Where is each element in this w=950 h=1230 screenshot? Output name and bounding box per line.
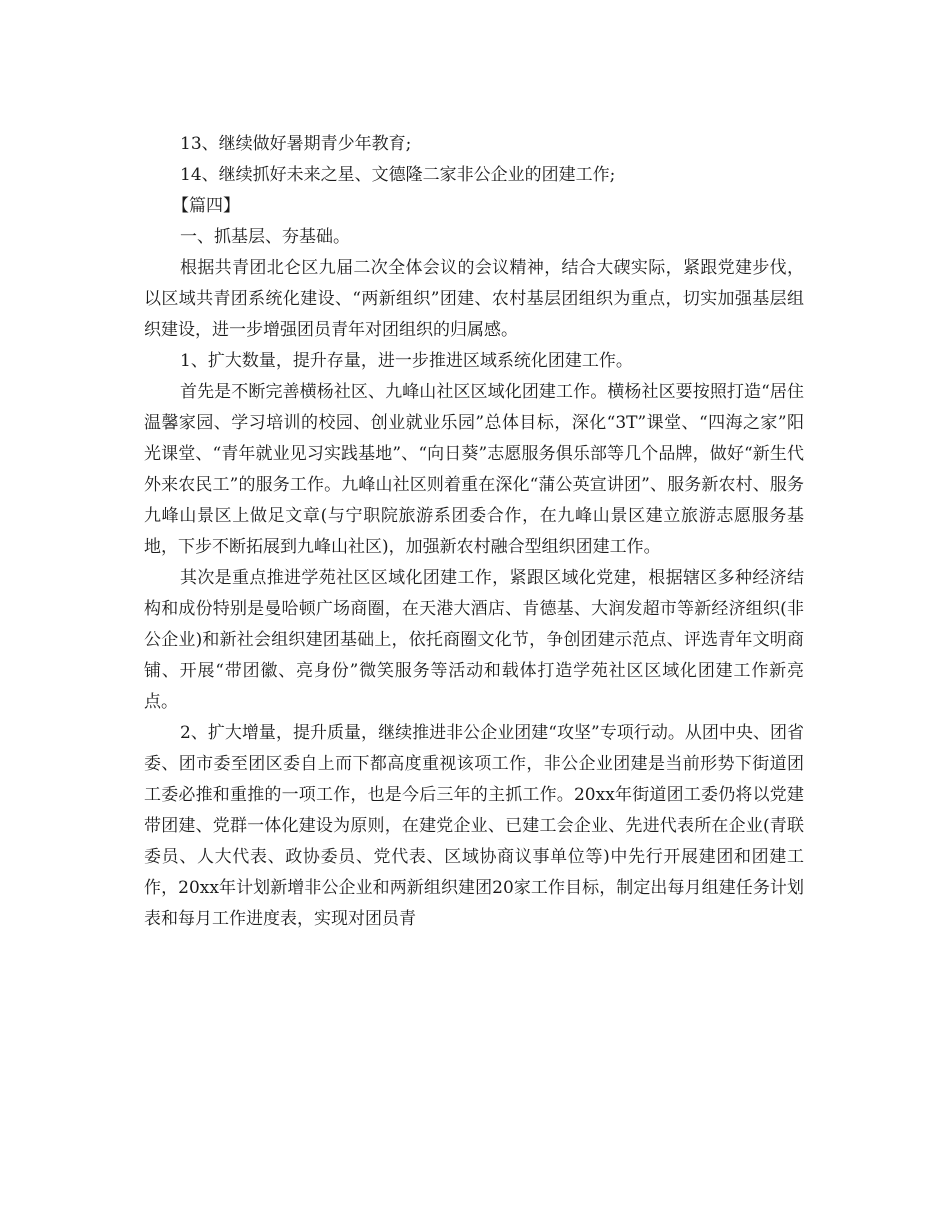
- section-heading: 【篇四】: [172, 196, 240, 216]
- subheading-1: 一、抓基层、夯基础。: [180, 227, 350, 247]
- list-item-14: 14、继续抓好未来之星、文德隆二家非公企业的团建工作;: [180, 165, 616, 185]
- paragraph-intro: 根据共青团北仑区九届二次全体会议的会议精神，结合大碶实际，紧跟党建步伐，以区域共青团系统化建设、“两新组织”团建、农村基层团组织为重点，切实加强基层组织建设，进一步增强团员青年对团组织的归属感。: [144, 258, 804, 340]
- list-item-13: 13、继续做好暑期青少年教育;: [180, 134, 412, 154]
- subheading-1-1: 1、扩大数量，提升存量，进一步推进区域系统化团建工作。: [180, 351, 633, 371]
- document-body: [144, 129, 804, 935]
- paragraph-third: 2、扩大增量，提升质量，继续推进非公企业团建“攻坚”专项行动。从团中央、团省委、团市委至团区委自上而下都高度重视该项工作，非公企业团建是当前形势下街道团工委必推和重推的一项工作，也是今后三年的主抓工作。20xx年街道团工委仍将以党建带团建、党群一体化建设为原则，在建党企业、已建工会企业、先进代表所在企业(青联委员、人大代表、政协委员、党代表、区域协商议事单位等)中先行开展建团和团建工作，20xx年计划新增非公企业和两新组织建团20家工作目标，制定出每月组建任务计划表和每月工作进度表，实现对团员青: [144, 723, 804, 929]
- paragraph-first: 首先是不断完善横杨社区、九峰山社区区域化团建工作。横杨社区要按照打造“居住温馨家园、学习培训的校园、创业就业乐园”总体目标，深化“3T”课堂、“四海之家”阳光课堂、“青年就业见习实践基地”、“向日葵”志愿服务俱乐部等几个品牌，做好“新生代外来农民工”的服务工作。九峰山社区则着重在深化“蒲公英宣讲团”、服务新农村、服务九峰山景区上做足文章(与宁职院旅游系团委合作，在九峰山景区建立旅游志愿服务基地，下步不断拓展到九峰山社区)，加强新农村融合型组织团建工作。: [144, 382, 804, 557]
- paragraph-second: 其次是重点推进学苑社区区域化团建工作，紧跟区域化党建，根据辖区多种经济结构和成份特别是曼哈顿广场商圈，在天港大酒店、肯德基、大润发超市等新经济组织(非公企业)和新社会组织建团基础上，依托商圈文化节，争创团建示范点、评选青年文明商铺、开展“带团徽、亮身份”微笑服务等活动和载体打造学苑社区区域化团建工作新亮点。: [144, 568, 804, 712]
